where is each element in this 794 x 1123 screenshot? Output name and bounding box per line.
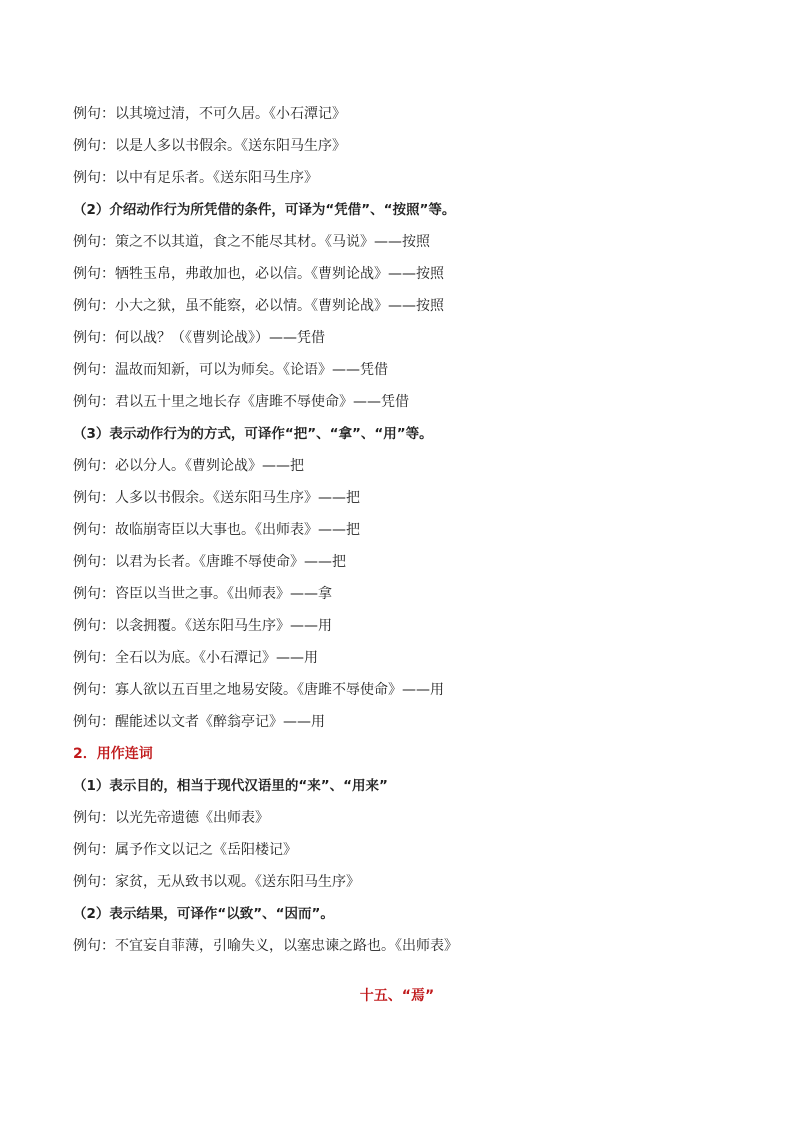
example-line: 例句：不宜妄自菲薄，引喻失义，以塞忠谏之路也。《出师表》 <box>73 938 458 954</box>
subheading-line: （2）表示结果，可译作“以致”、“因而”。 <box>73 906 334 922</box>
example-line: 例句：策之不以其道，食之不能尽其材。《马说》——按照 <box>73 234 430 250</box>
subheading-line: （3）表示动作行为的方式，可译作“把”、“拿”、“用”等。 <box>73 426 433 442</box>
example-line: 例句：必以分人。《曹刿论战》——把 <box>73 458 304 474</box>
example-line: 例句：以衾拥覆。《送东阳马生序》——用 <box>73 618 332 634</box>
example-line: 例句：人多以书假余。《送东阳马生序》——把 <box>73 490 360 506</box>
example-line: 例句：醒能述以文者《醉翁亭记》——用 <box>73 714 325 730</box>
example-line: 例句：温故而知新，可以为师矣。《论语》——凭借 <box>73 362 388 378</box>
subheading-line: （1）表示目的，相当于现代汉语里的“来”、“用来” <box>73 778 388 794</box>
example-line: 例句：寡人欲以五百里之地易安陵。《唐雎不辱使命》——用 <box>73 682 444 698</box>
example-line: 例句：君以五十里之地长存《唐雎不辱使命》——凭借 <box>73 394 409 410</box>
example-line: 例句：牺牲玉帛，弗敢加也，必以信。《曹刿论战》——按照 <box>73 266 444 282</box>
section-heading: 2．用作连词 <box>73 746 153 762</box>
content-lines <box>73 98 733 962</box>
example-line: 例句：故临崩寄臣以大事也。《出师表》——把 <box>73 522 360 538</box>
example-line: 例句：以君为长者。《唐雎不辱使命》——把 <box>73 554 346 570</box>
example-line: 例句：属予作文以记之《岳阳楼记》 <box>73 842 297 858</box>
example-line: 例句：何以战？（《曹刿论战》）——凭借 <box>73 330 325 346</box>
example-line: 例句：全石以为底。《小石潭记》——用 <box>73 650 318 666</box>
section-title: 十五、“焉” <box>359 988 435 1004</box>
example-line: 例句：以光先帝遗德《出师表》 <box>73 810 269 826</box>
example-line: 例句：咨臣以当世之事。《出师表》——拿 <box>73 586 332 602</box>
subheading-line: （2）介绍动作行为所凭借的条件，可译为“凭借”、“按照”等。 <box>73 202 456 218</box>
example-line: 例句：以中有足乐者。《送东阳马生序》 <box>73 170 318 186</box>
example-line: 例句：以是人多以书假余。《送东阳马生序》 <box>73 138 346 154</box>
example-line: 例句：小大之狱，虽不能察，必以情。《曹刿论战》——按照 <box>73 298 444 314</box>
example-line: 例句：家贫，无从致书以观。《送东阳马生序》 <box>73 874 360 890</box>
example-line: 例句：以其境过清，不可久居。《小石潭记》 <box>73 106 346 122</box>
